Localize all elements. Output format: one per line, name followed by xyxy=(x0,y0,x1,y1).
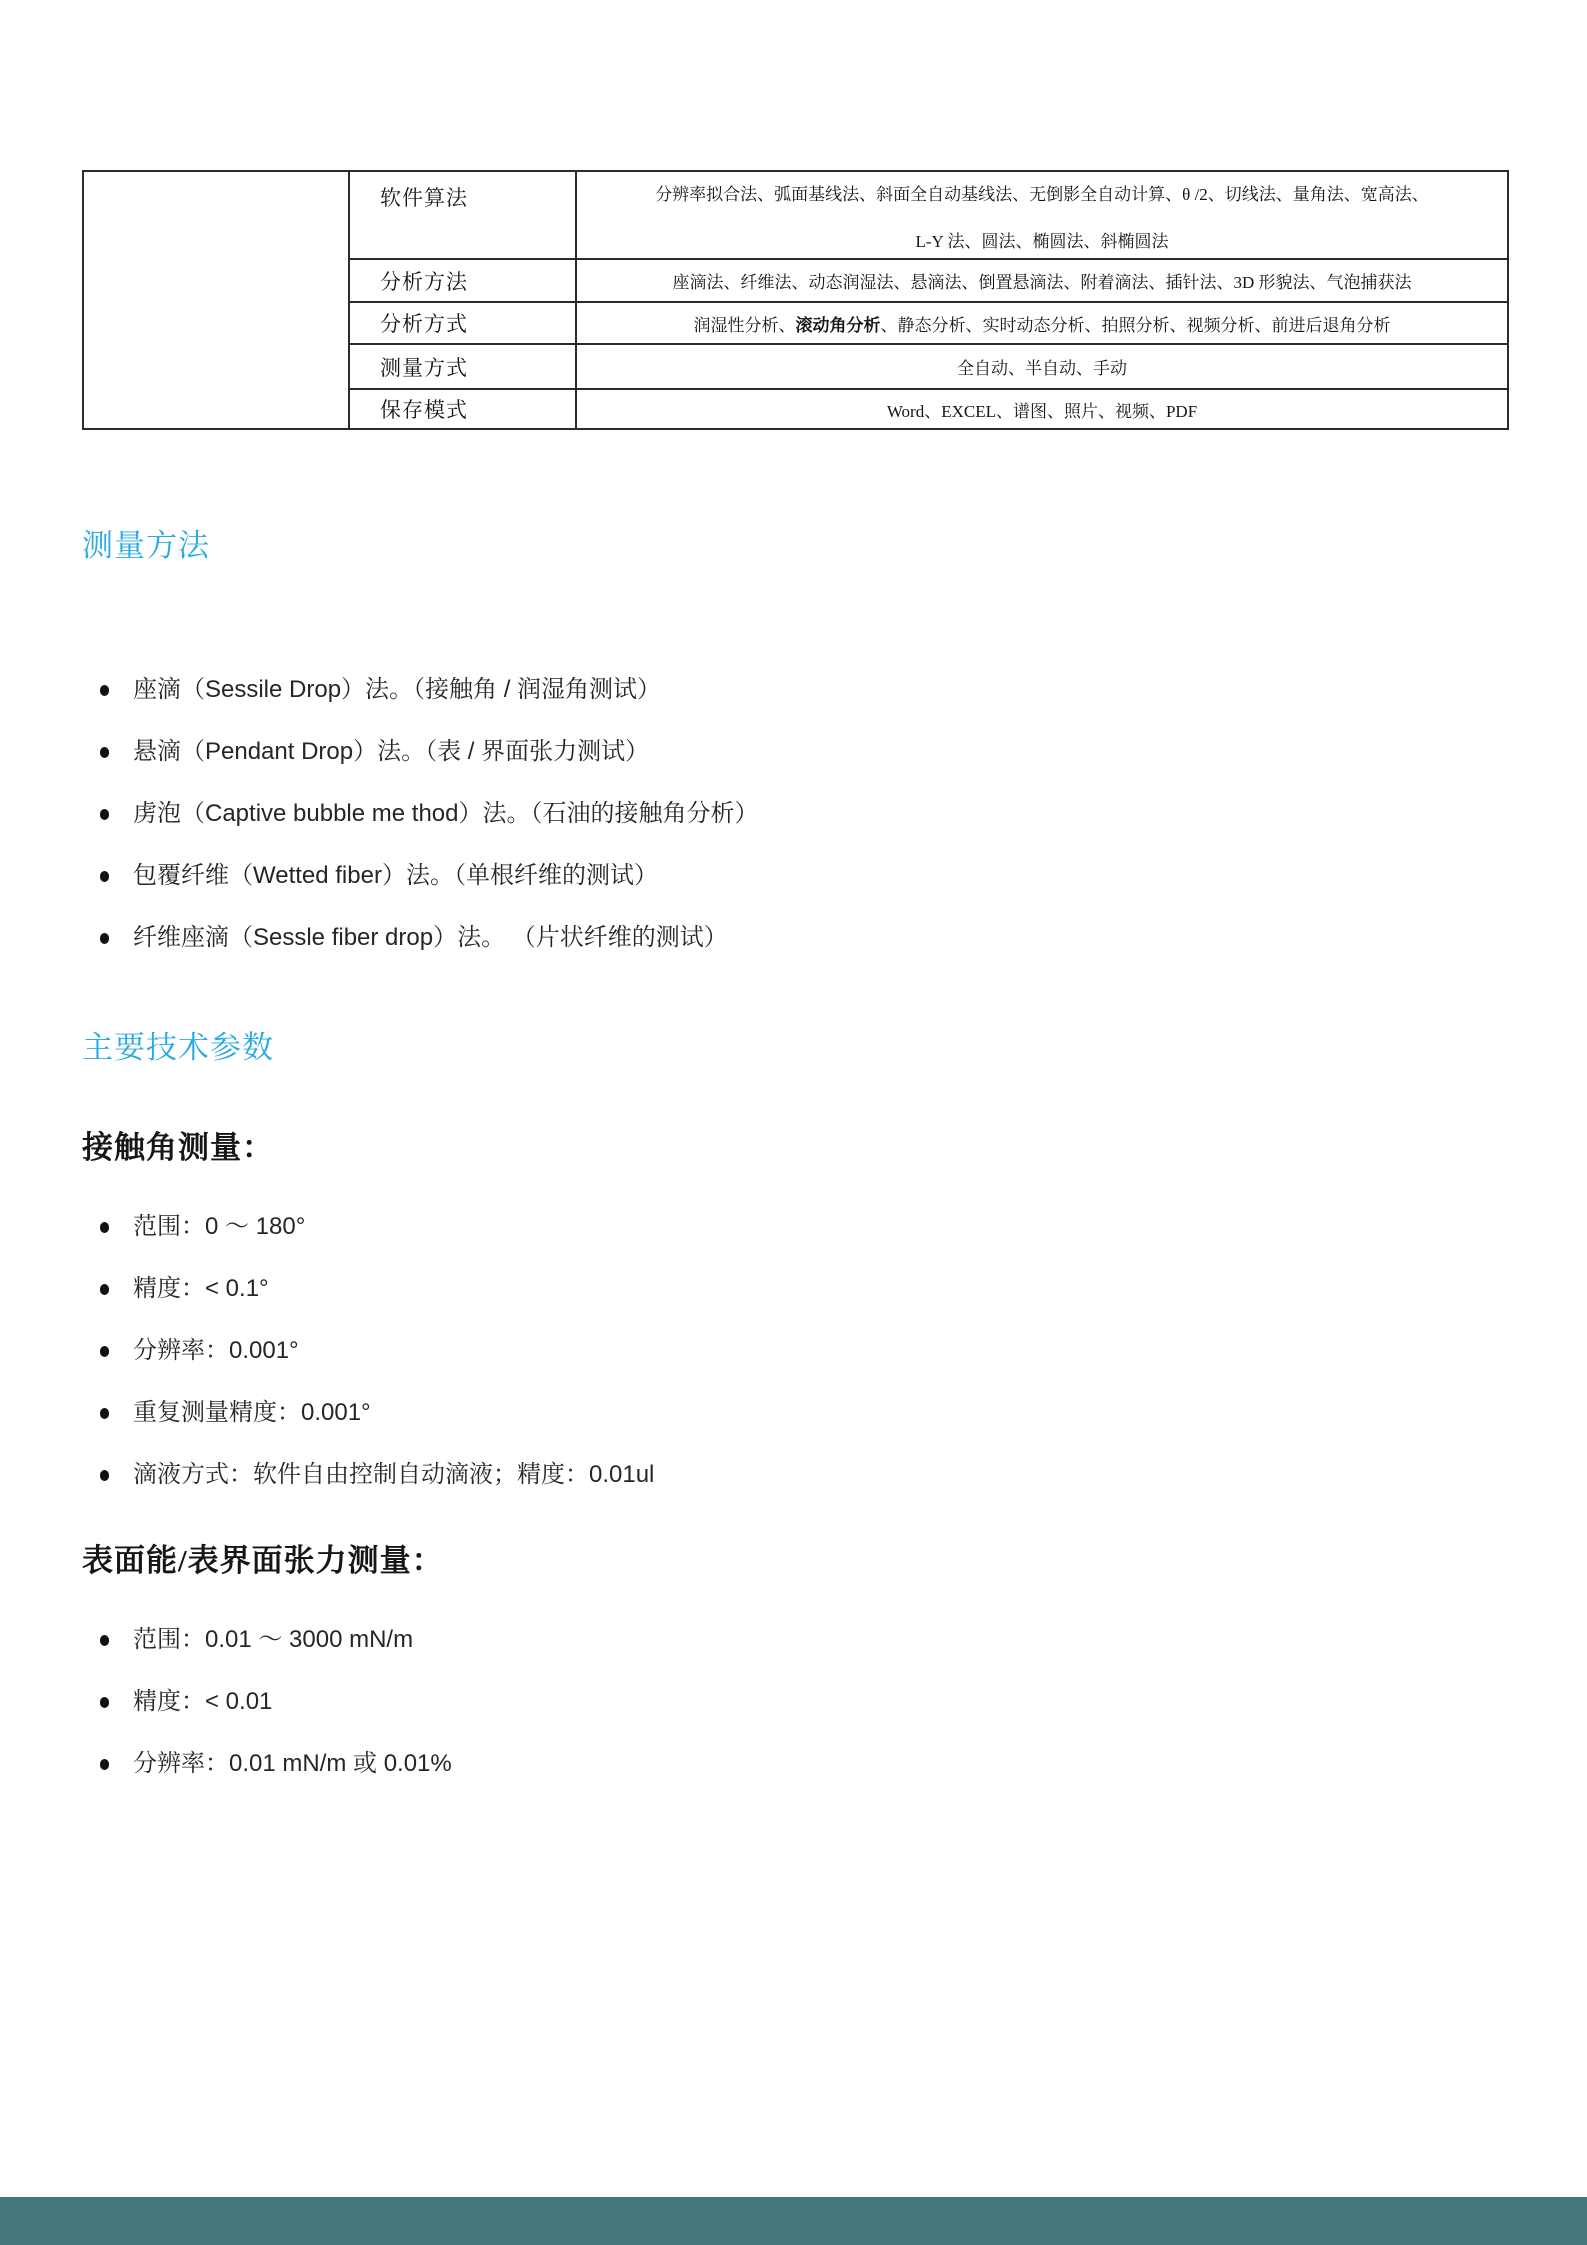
bullet-icon xyxy=(100,685,109,696)
list-item-text: 精度：< 0.01 xyxy=(133,1688,273,1715)
table-value-segment: 、静态分析、实时动态分析、拍照分析、视频分析、前进后退角分析 xyxy=(880,315,1391,335)
list-item-text: 虏泡（Captive bubble me thod）法。（石油的接触角分析） xyxy=(133,800,759,827)
table-value-analysis-method: 座滴法、纤维法、动态润湿法、悬滴法、倒置悬滴法、附着滴法、插针法、3D 形貌法、气泡捕获法 xyxy=(576,259,1508,302)
table-label-measure-mode: 测量方式 xyxy=(349,344,576,389)
table-value-measure-mode: 全自动、半自动、手动 xyxy=(576,344,1508,389)
table-label-analysis-mode: 分析方式 xyxy=(349,302,576,344)
bullet-icon xyxy=(100,1635,109,1646)
list-item xyxy=(82,798,1182,860)
bullet-icon xyxy=(100,809,109,820)
subsection-title-contact-angle: 接触角测量： xyxy=(82,1130,274,1165)
list-item-text: 分辨率：0.001° xyxy=(133,1337,299,1364)
list-item-text: 范围：0.01 ～ 3000 mN/m xyxy=(133,1626,414,1653)
table-value-segment-bold: 滚动角分析 xyxy=(795,315,881,335)
table-category-spanning-cell xyxy=(83,171,349,429)
table-label-save-format: 保存模式 xyxy=(349,389,576,429)
subsection-title-surface-tension: 表面能/表界面张力测量： xyxy=(82,1543,444,1578)
surface-tension-spec-list xyxy=(82,1624,1182,1810)
bullet-icon xyxy=(100,1408,109,1419)
list-item-text: 分辨率：0.01 mN/m 或 0.01% xyxy=(133,1750,452,1777)
bullet-icon xyxy=(100,1284,109,1295)
table-value-segment: 润湿性分析、 xyxy=(693,315,796,335)
table-value-save-format: Word、EXCEL、谱图、照片、视频、PDF xyxy=(576,389,1508,429)
list-item xyxy=(82,860,1182,922)
list-item xyxy=(82,922,1182,984)
table-value-line: 分辨率拟合法、弧面基线法、斜面全自动基线法、无倒影全自动计算、θ /2、切线法、量角法、宽高法、 xyxy=(655,185,1429,204)
list-item xyxy=(82,1211,1182,1273)
bullet-icon xyxy=(100,1697,109,1708)
bullet-icon xyxy=(100,1222,109,1233)
section-title-measurement-methods: 测量方法 xyxy=(82,528,210,563)
table-label-analysis-method: 分析方法 xyxy=(349,259,576,302)
list-item xyxy=(82,736,1182,798)
list-item xyxy=(82,1397,1182,1459)
list-item-text: 精度：< 0.1° xyxy=(133,1275,269,1302)
list-item-text: 重复测量精度：0.001° xyxy=(133,1399,371,1426)
table-label-software-algorithm: 软件算法 xyxy=(349,171,576,259)
table-value-software-algorithm xyxy=(576,171,1508,259)
contact-angle-spec-list xyxy=(82,1211,1182,1521)
bullet-icon xyxy=(100,1346,109,1357)
spec-table xyxy=(82,170,1509,430)
table-value-line: L-Y 法、圆法、椭圆法、斜椭圆法 xyxy=(915,232,1169,251)
list-item-text: 纤维座滴（Sessle fiber drop）法。 （片状纤维的测试） xyxy=(133,924,728,951)
bullet-icon xyxy=(100,1470,109,1481)
list-item-text: 滴液方式：软件自由控制自动滴液；精度：0.01ul xyxy=(133,1461,655,1488)
section-title-technical-parameters: 主要技术参数 xyxy=(82,1030,274,1065)
bullet-icon xyxy=(100,871,109,882)
measurement-methods-list xyxy=(82,674,1182,984)
list-item xyxy=(82,1686,1182,1748)
list-item xyxy=(82,1335,1182,1397)
list-item xyxy=(82,1459,1182,1521)
bullet-icon xyxy=(100,747,109,758)
list-item xyxy=(82,1748,1182,1810)
list-item xyxy=(82,1624,1182,1686)
list-item-text: 座滴（Sessile Drop）法。（接触角 / 润湿角测试） xyxy=(133,676,662,703)
bullet-icon xyxy=(100,1759,109,1770)
list-item xyxy=(82,674,1182,736)
page-footer-color-band xyxy=(0,2197,1587,2245)
bullet-icon xyxy=(100,933,109,944)
list-item-text: 范围：0 ～ 180° xyxy=(133,1213,306,1240)
list-item-text: 悬滴（Pendant Drop）法。（表 / 界面张力测试） xyxy=(133,738,650,765)
table-value-analysis-mode xyxy=(576,302,1508,344)
table-row xyxy=(83,171,1508,259)
list-item xyxy=(82,1273,1182,1335)
list-item-text: 包覆纤维（Wetted fiber）法。（单根纤维的测试） xyxy=(133,862,658,889)
